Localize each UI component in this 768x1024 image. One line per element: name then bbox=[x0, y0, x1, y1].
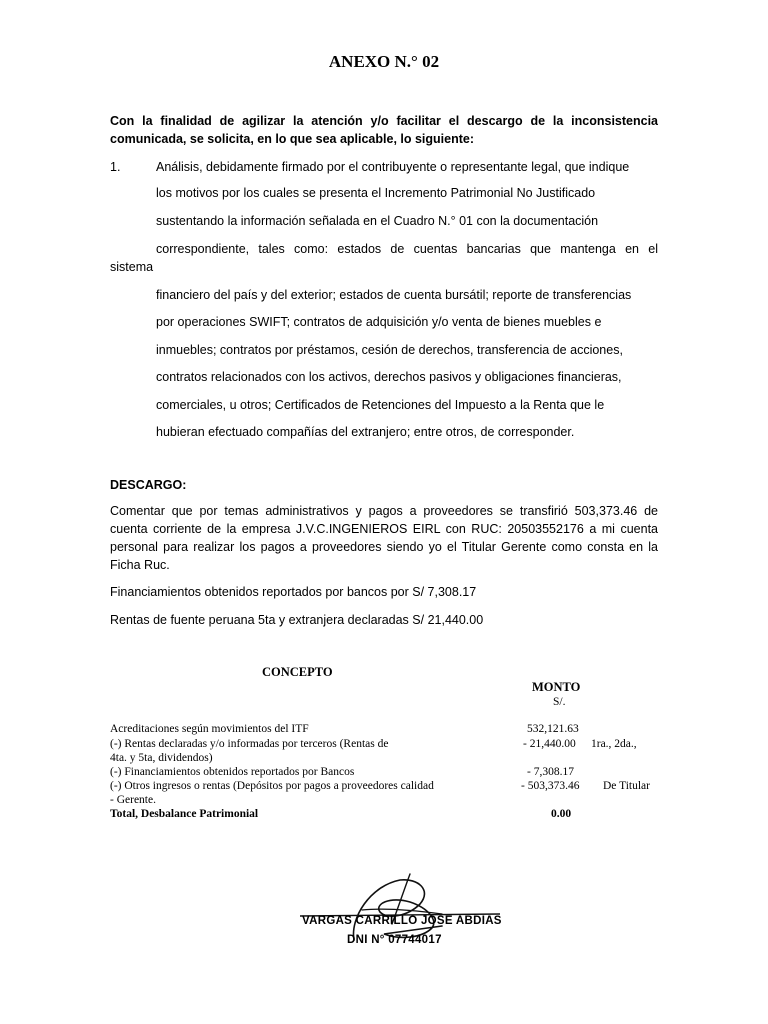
row-3-amount: - 7,308.17 bbox=[527, 766, 574, 778]
row-2-note: 1ra., 2da., bbox=[591, 738, 637, 750]
item-line-4: correspondiente, tales como: estados de cuentas bancarias que mantenga en el bbox=[156, 242, 658, 256]
row-2-concept-line2: 4ta. y 5ta, dividendos) bbox=[110, 752, 213, 764]
item-line-6: por operaciones SWIFT; contratos de adquisición y/o venta de bienes muebles e bbox=[156, 315, 602, 329]
concept-header: CONCEPTO bbox=[262, 665, 333, 679]
row-4-concept-line1: (-) Otros ingresos o rentas (Depósitos por pagos a proveedores calidad bbox=[110, 780, 434, 792]
row-4-concept-line2: - Gerente. bbox=[110, 794, 156, 806]
item-line-4-wrap: sistema bbox=[110, 260, 154, 274]
signature-name: VARGAS CARRILLO JOSE ABDIAS bbox=[302, 915, 502, 927]
total-label: Total, Desbalance Patrimonial bbox=[110, 808, 259, 820]
row-4-note: De Titular bbox=[603, 780, 650, 792]
item-line-10: hubieran efectuado compañías del extranjero; entre otros, de corresponder. bbox=[156, 425, 575, 439]
monto-header: MONTO bbox=[532, 680, 581, 694]
document-title: ANEXO N.° 02 bbox=[328, 52, 440, 71]
item-line-5: financiero del país y del exterior; estados de cuenta bursátil; reporte de transferencias bbox=[156, 288, 632, 302]
total-amount: 0.00 bbox=[551, 808, 572, 820]
intro-paragraph: Con la finalidad de agilizar la atención y/o facilitar el descargo de la inconsistencia comunicada, se solicita, en lo que sea aplicable, lo siguiente: bbox=[110, 114, 658, 146]
row-1-amount: 532,121.63 bbox=[527, 723, 579, 735]
item-line-1: Análisis, debidamente firmado por el contribuyente o representante legal, que indique bbox=[156, 160, 630, 174]
row-2-amount: - 21,440.00 bbox=[523, 738, 576, 750]
row-1-concept: Acreditaciones según movimientos del ITF bbox=[110, 723, 309, 735]
signature-dni: DNI N° 07744017 bbox=[347, 934, 442, 946]
row-4-amount: - 503,373.46 bbox=[521, 780, 580, 792]
item-line-7: inmuebles; contratos por préstamos, cesión de derechos, transferencia de acciones, bbox=[156, 343, 623, 357]
item-number: 1. bbox=[110, 160, 121, 174]
item-line-8: contratos relacionados con los activos, derechos pasivos y obligaciones financieras, bbox=[156, 370, 622, 384]
row-2-concept-line1: (-) Rentas declaradas y/o informadas por terceros (Rentas de bbox=[110, 738, 389, 750]
rentas-line: Rentas de fuente peruana 5ta y extranjera declaradas S/ 21,440.00 bbox=[110, 613, 484, 627]
financiamientos-line: Financiamientos obtenidos reportados por bancos por S/ 7,308.17 bbox=[110, 585, 477, 599]
signature-scribble bbox=[292, 868, 512, 960]
currency-label: S/. bbox=[553, 696, 566, 708]
item-line-9: comerciales, u otros; Certificados de Retenciones del Impuesto a la Renta que le bbox=[156, 398, 605, 412]
descargo-heading: DESCARGO: bbox=[110, 478, 187, 492]
descargo-paragraph: Comentar que por temas administrativos y pagos a proveedores se transfirió 503,373.46 de cuenta corriente de la empresa J.V.C.INGENIEROS EIRL con RUC: 20503552176 a mi cuenta personal para realizar los pagos a proveedores siendo yo el Titular Gerente como consta en la Ficha Ruc. bbox=[110, 504, 658, 572]
item-line-2: los motivos por los cuales se presenta el Incremento Patrimonial No Justificado bbox=[156, 186, 596, 200]
row-3-concept: (-) Financiamientos obtenidos reportados por Bancos bbox=[110, 766, 355, 778]
item-line-3: sustentando la información señalada en el Cuadro N.° 01 con la documentación bbox=[156, 214, 599, 228]
